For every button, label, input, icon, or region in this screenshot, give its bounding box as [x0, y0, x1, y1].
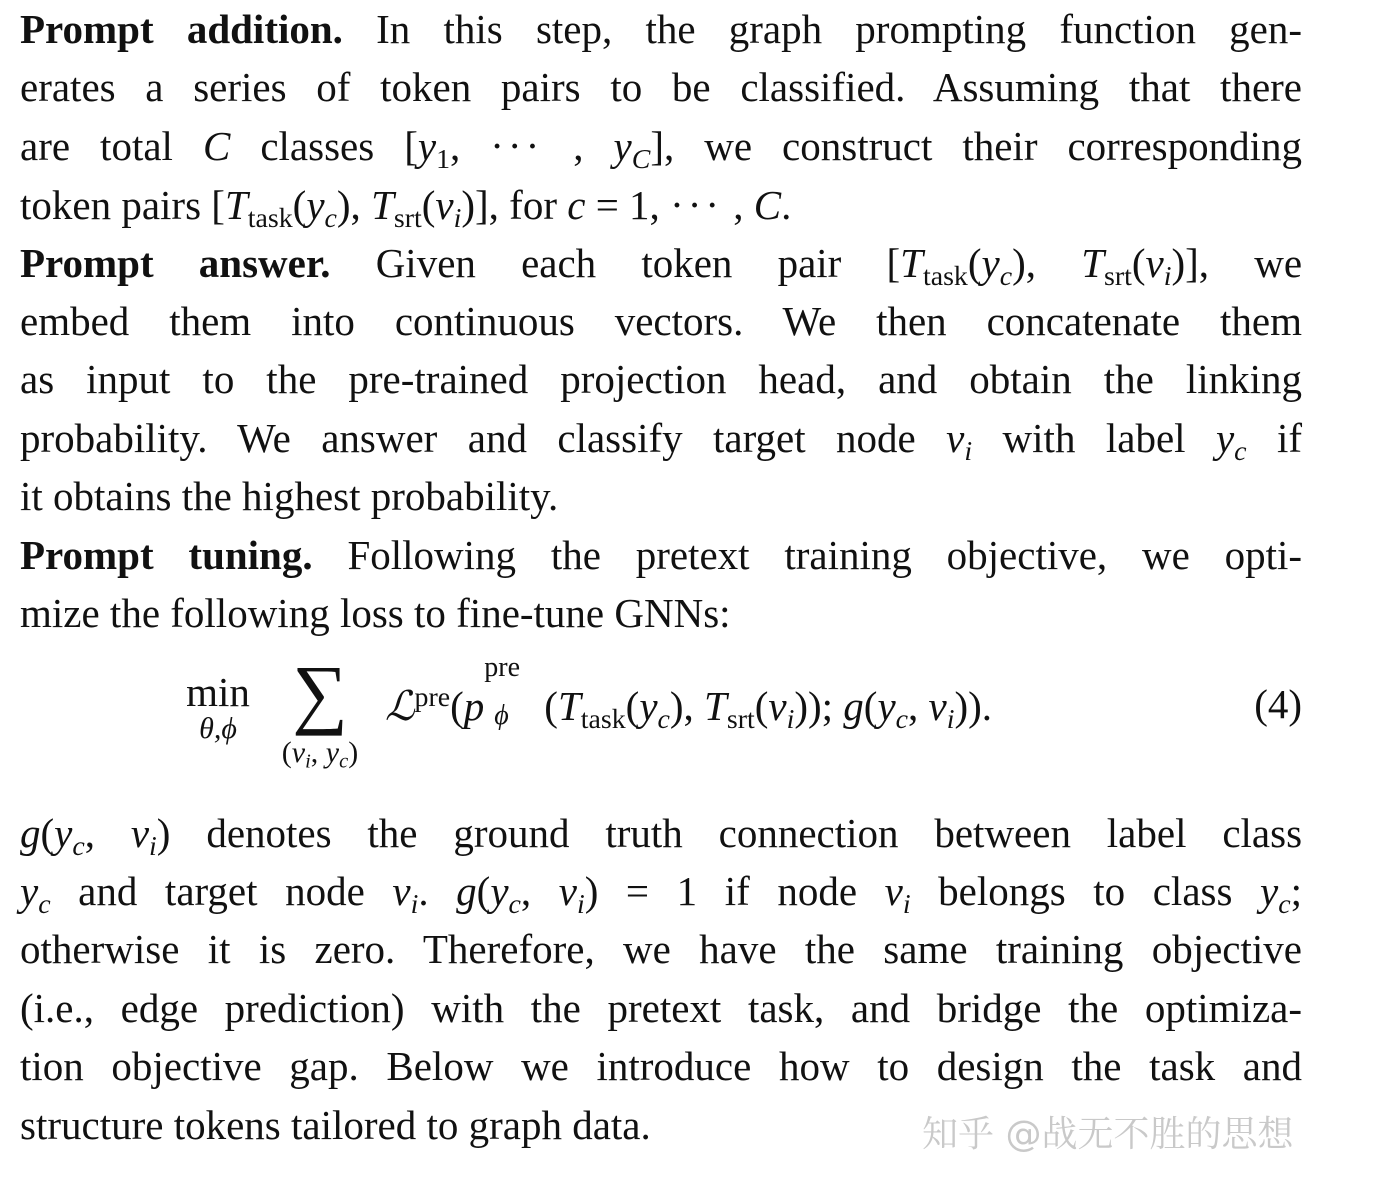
- text-line: as input to the pre-trained projection head, and obtain the linking: [20, 356, 1302, 402]
- text-line: it obtains the highest probability.: [20, 473, 559, 519]
- text-line: erates a series of token pairs to be classified. Assuming that there: [20, 64, 1302, 110]
- text-line: token pairs [$T_{task}(y_c)$, $T_{srt}(v_i)$], for c = 1, ··· , C.: [20, 182, 792, 234]
- section-heading: Prompt addition.: [20, 6, 343, 52]
- text-line: are total C classes [$y_1$, ··· , $y_C$], we construct their corresponding: [20, 123, 1303, 175]
- text-line: embed them into continuous vectors. We then concatenate them: [20, 298, 1302, 344]
- watermark: 知乎 @战无不胜的思想: [922, 1114, 1294, 1155]
- text-line: Prompt addition. In this step, the graph prompting function gen-: [20, 6, 1303, 52]
- text-line: otherwise it is zero. Therefore, we have the same training objective: [20, 926, 1302, 972]
- min-operator: min θ,ϕ: [186, 669, 250, 745]
- equation-number: (4): [1254, 681, 1302, 727]
- text-line: (i.e., edge prediction) with the pretext task, and bridge the optimiza-: [20, 985, 1302, 1031]
- text-line: $g(y_c$, $v_i$) denotes the ground truth connection between label class: [20, 810, 1303, 862]
- text-line: tion objective gap. Below we introduce how to design the task and: [20, 1043, 1302, 1089]
- section-heading: Prompt answer.: [20, 240, 331, 286]
- text-line: $y_c$ and target node $v_i$. $g(y_c$, $v_i) = 1$ if node $v_i$ belongs to class $y_c$;: [20, 868, 1302, 920]
- sum-operator: ∑ ($v_i$, $y_c$): [281, 649, 359, 773]
- text-line: Prompt tuning. Following the pretext training objective, we opti-: [20, 532, 1303, 578]
- equation-4: [20, 640, 1302, 790]
- text-line: structure tokens tailored to graph data.: [20, 1102, 651, 1148]
- equation-body: ℒ$^{pre}$(p pre ϕ ($T_{task}(y_c)$, $T_{srt}(v_i)$); $g(y_c$, $v_i$)).: [385, 652, 993, 735]
- text-line: mize the following loss to fine-tune GNNs:: [20, 590, 731, 636]
- section-heading: Prompt tuning.: [20, 532, 313, 578]
- text-line: probability. We answer and classify target node $v_i$ with label $y_c$ if: [20, 415, 1303, 467]
- text-line: Prompt answer. Given each token pair [$T_{task}(y_c)$, $T_{srt}(v_i)$], we: [20, 240, 1303, 292]
